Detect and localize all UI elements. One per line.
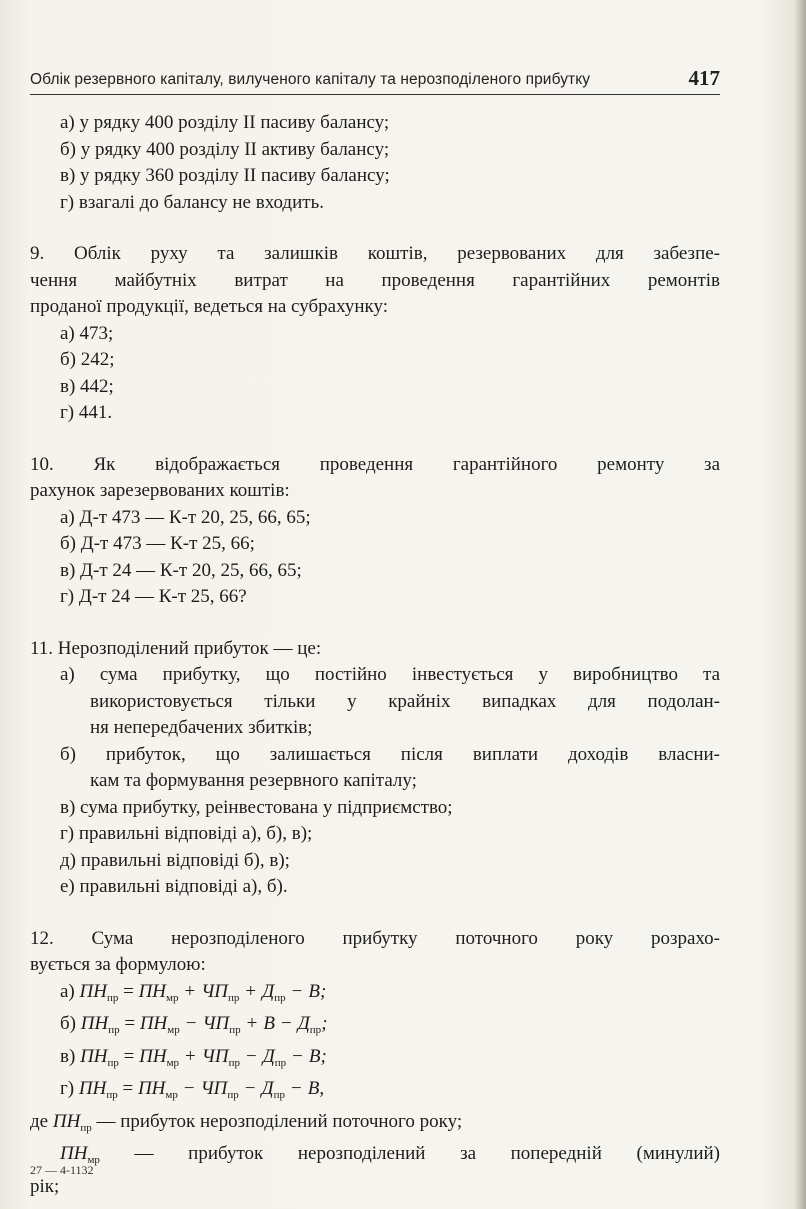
formula-symbol: В (308, 1045, 321, 1067)
option-line: а) 473; (60, 322, 114, 344)
question-10 (30, 452, 720, 611)
option-line: г) Д-т 24 — К-т 25, 66? (60, 586, 247, 607)
formula-operator: − (185, 1013, 197, 1034)
formula-operator: + (245, 980, 257, 1002)
formula-end: ; (319, 980, 327, 1002)
formula-line: в) $ПН_{пр} = ПН_{мр} + ЧП_{пр} - Д_{пр} - В$; (60, 1045, 327, 1069)
definition-text: — прибуток нерозподілений за попередній (минулий) (99, 1143, 720, 1164)
question-text-line: 11. Нерозподілений прибуток — це: (30, 637, 322, 659)
formula-subscript: пр (273, 1089, 285, 1101)
formula-subscript: пр (107, 1056, 119, 1069)
formula-symbol: ЧП (201, 1045, 229, 1067)
formula-symbol: ПН (138, 980, 167, 1002)
formula-subscript: пр (228, 1056, 240, 1069)
formula-symbol: ЧП (201, 980, 229, 1002)
definition-prefix: де (30, 1110, 49, 1132)
option-line: в) 442; (60, 375, 114, 397)
option-continuation-line: ня непередбачених збитків; (90, 717, 313, 738)
formula-subscript: мр (166, 991, 179, 1004)
option-line: а) сума прибутку, що постійно інвестується у виробництво та (60, 664, 720, 685)
formula-operator: − (245, 1045, 257, 1067)
option-line: б) прибуток, що залишається після виплати доходів власни- (60, 743, 720, 765)
option-line: е) правильні відповіді а), б). (60, 876, 288, 897)
question-12 (30, 926, 720, 1201)
formula-subscript: мр (165, 1089, 178, 1101)
page-content (30, 110, 720, 1200)
formula-subscript: пр (274, 1056, 287, 1069)
formula-subscript: мр (167, 1024, 180, 1036)
formula-subscript: пр (229, 1024, 241, 1036)
formula-line: б) $ПН_{пр} = ПН_{мр} - ЧП_{пр} + В - Д_{пр}$; (60, 1013, 328, 1036)
formula-operator: − (291, 980, 303, 1002)
option-line: б) Д-т 473 — К-т 25, 66; (60, 533, 255, 554)
question-text-line: 12. Сума нерозподіленого прибутку поточного року розрахо- (30, 927, 720, 949)
formula-symbol: Д (262, 980, 275, 1002)
formula-end: , (319, 1078, 325, 1099)
definition-line (30, 1109, 720, 1142)
question-9 (30, 241, 720, 427)
option-line: в) у рядку 360 розділу ІІ пасиву балансу; (60, 165, 390, 186)
definition-text: — прибуток нерозподілений поточного року; (91, 1110, 463, 1132)
formula-label: б) (60, 1013, 76, 1034)
option-line: г) правильні відповіді а), б), в); (60, 823, 313, 844)
question-text-line: 9. Облік руху та залишків коштів, резервованих для забезпе- (30, 243, 720, 264)
formula-operator: + (246, 1013, 258, 1034)
formula-operator: − (183, 1078, 195, 1099)
formula-label: г) (60, 1078, 75, 1099)
formula-symbol: ПН (80, 1045, 108, 1067)
formula-symbol: В (308, 980, 320, 1002)
formula-symbol: Д (297, 1013, 310, 1034)
formula-subscript: пр (227, 1089, 239, 1101)
formula-subscript: мр (166, 1056, 180, 1069)
option-line: г) 441. (60, 402, 113, 423)
formula-operator: + (185, 1045, 196, 1067)
definition-line (60, 1141, 720, 1174)
formula-symbol: Д (262, 1045, 275, 1067)
formula-subscript: пр (274, 991, 286, 1004)
formula-subscript: мр (87, 1154, 100, 1166)
question-text-line: 10. Як відображається проведення гарантійного ремонту за (30, 453, 720, 475)
formula-symbol: ПН (79, 980, 107, 1002)
running-header-title: Облік резервного капіталу, вилученого капіталу та нерозподіленого прибутку (30, 71, 591, 88)
option-line: б) 242; (60, 349, 115, 370)
formula-label: в) (60, 1045, 76, 1067)
option-line: в) сума прибутку, реінвестована у підприємство; (60, 796, 453, 818)
formula-symbol: ЧП (202, 1013, 230, 1034)
formula-symbol: ПН (137, 1078, 166, 1099)
formula-symbol: В (263, 1013, 275, 1034)
formula-subscript: пр (228, 991, 240, 1004)
option-continuation-line: кам та формування резервного капіталу; (90, 770, 417, 791)
formula-end: ; (320, 1045, 327, 1067)
formula-subscript: пр (309, 1024, 322, 1036)
running-header (30, 66, 720, 95)
signature-mark: 27 — 4-1132 (30, 1163, 94, 1177)
page-edge-shadow (794, 0, 806, 1209)
formula-symbol: ПН (139, 1013, 168, 1034)
option-line: в) Д-т 24 — К-т 20, 25, 66, 65; (60, 559, 302, 581)
formula-subscript: пр (106, 991, 119, 1004)
question-text-line: проданої продукції, ведеться на субрахунку: (30, 296, 389, 317)
option-line: д) правильні відповіді б), в); (60, 849, 290, 871)
option-line: г) взагалі до балансу не входить. (60, 191, 324, 213)
formula-operator: − (280, 1013, 292, 1034)
formula-subscript: пр (108, 1024, 120, 1036)
formula-list (60, 979, 720, 1109)
formula-symbol: ЧП (200, 1078, 228, 1099)
question-8-options (60, 110, 720, 216)
formula-operator: − (290, 1078, 302, 1099)
question-text-line: вується за формулою: (30, 954, 206, 975)
formula-symbol: ПН (139, 1045, 167, 1067)
formula-symbol: ПН (80, 1013, 109, 1034)
option-line: а) у рядку 400 розділу ІІ пасиву балансу; (60, 112, 390, 133)
question-11 (30, 636, 720, 901)
formula-line: а) $ПН_{пр} = ПН_{мр} + ЧП_{пр} + Д_{пр} - В$; (60, 980, 327, 1004)
question-text-line: рахунок зарезервованих коштів: (30, 480, 290, 501)
formula-symbol: ПН (78, 1078, 107, 1099)
formula-operator: + (184, 980, 196, 1002)
formula-symbol: ПН (52, 1110, 81, 1132)
formula-end: ; (321, 1013, 328, 1034)
formula-label: а) (60, 980, 75, 1002)
formula-symbol: ПН (60, 1143, 88, 1164)
question-text-line: чення майбутніх витрат на проведення гарантійних ремонтів (30, 269, 720, 291)
option-continuation-line: використовується тільки у крайніх випадках для подолан- (90, 690, 720, 712)
option-line: б) у рядку 400 розділу ІІ активу балансу; (60, 138, 390, 160)
formula-subscript: пр (80, 1121, 92, 1134)
option-line: а) Д-т 473 — К-т 20, 25, 66, 65; (60, 506, 311, 528)
formula-symbol: Д (261, 1078, 274, 1099)
formula-operator: − (292, 1045, 303, 1067)
formula-operator: − (244, 1078, 256, 1099)
formula-symbol: В (307, 1078, 320, 1099)
definition-continuation: рік; (30, 1175, 60, 1197)
formula-subscript: пр (106, 1089, 118, 1101)
page-number: 417 (688, 66, 720, 90)
formula-line: г) $ПН_{пр} = ПН_{мр} - ЧП_{пр} - Д_{пр} - В$, (60, 1078, 325, 1101)
